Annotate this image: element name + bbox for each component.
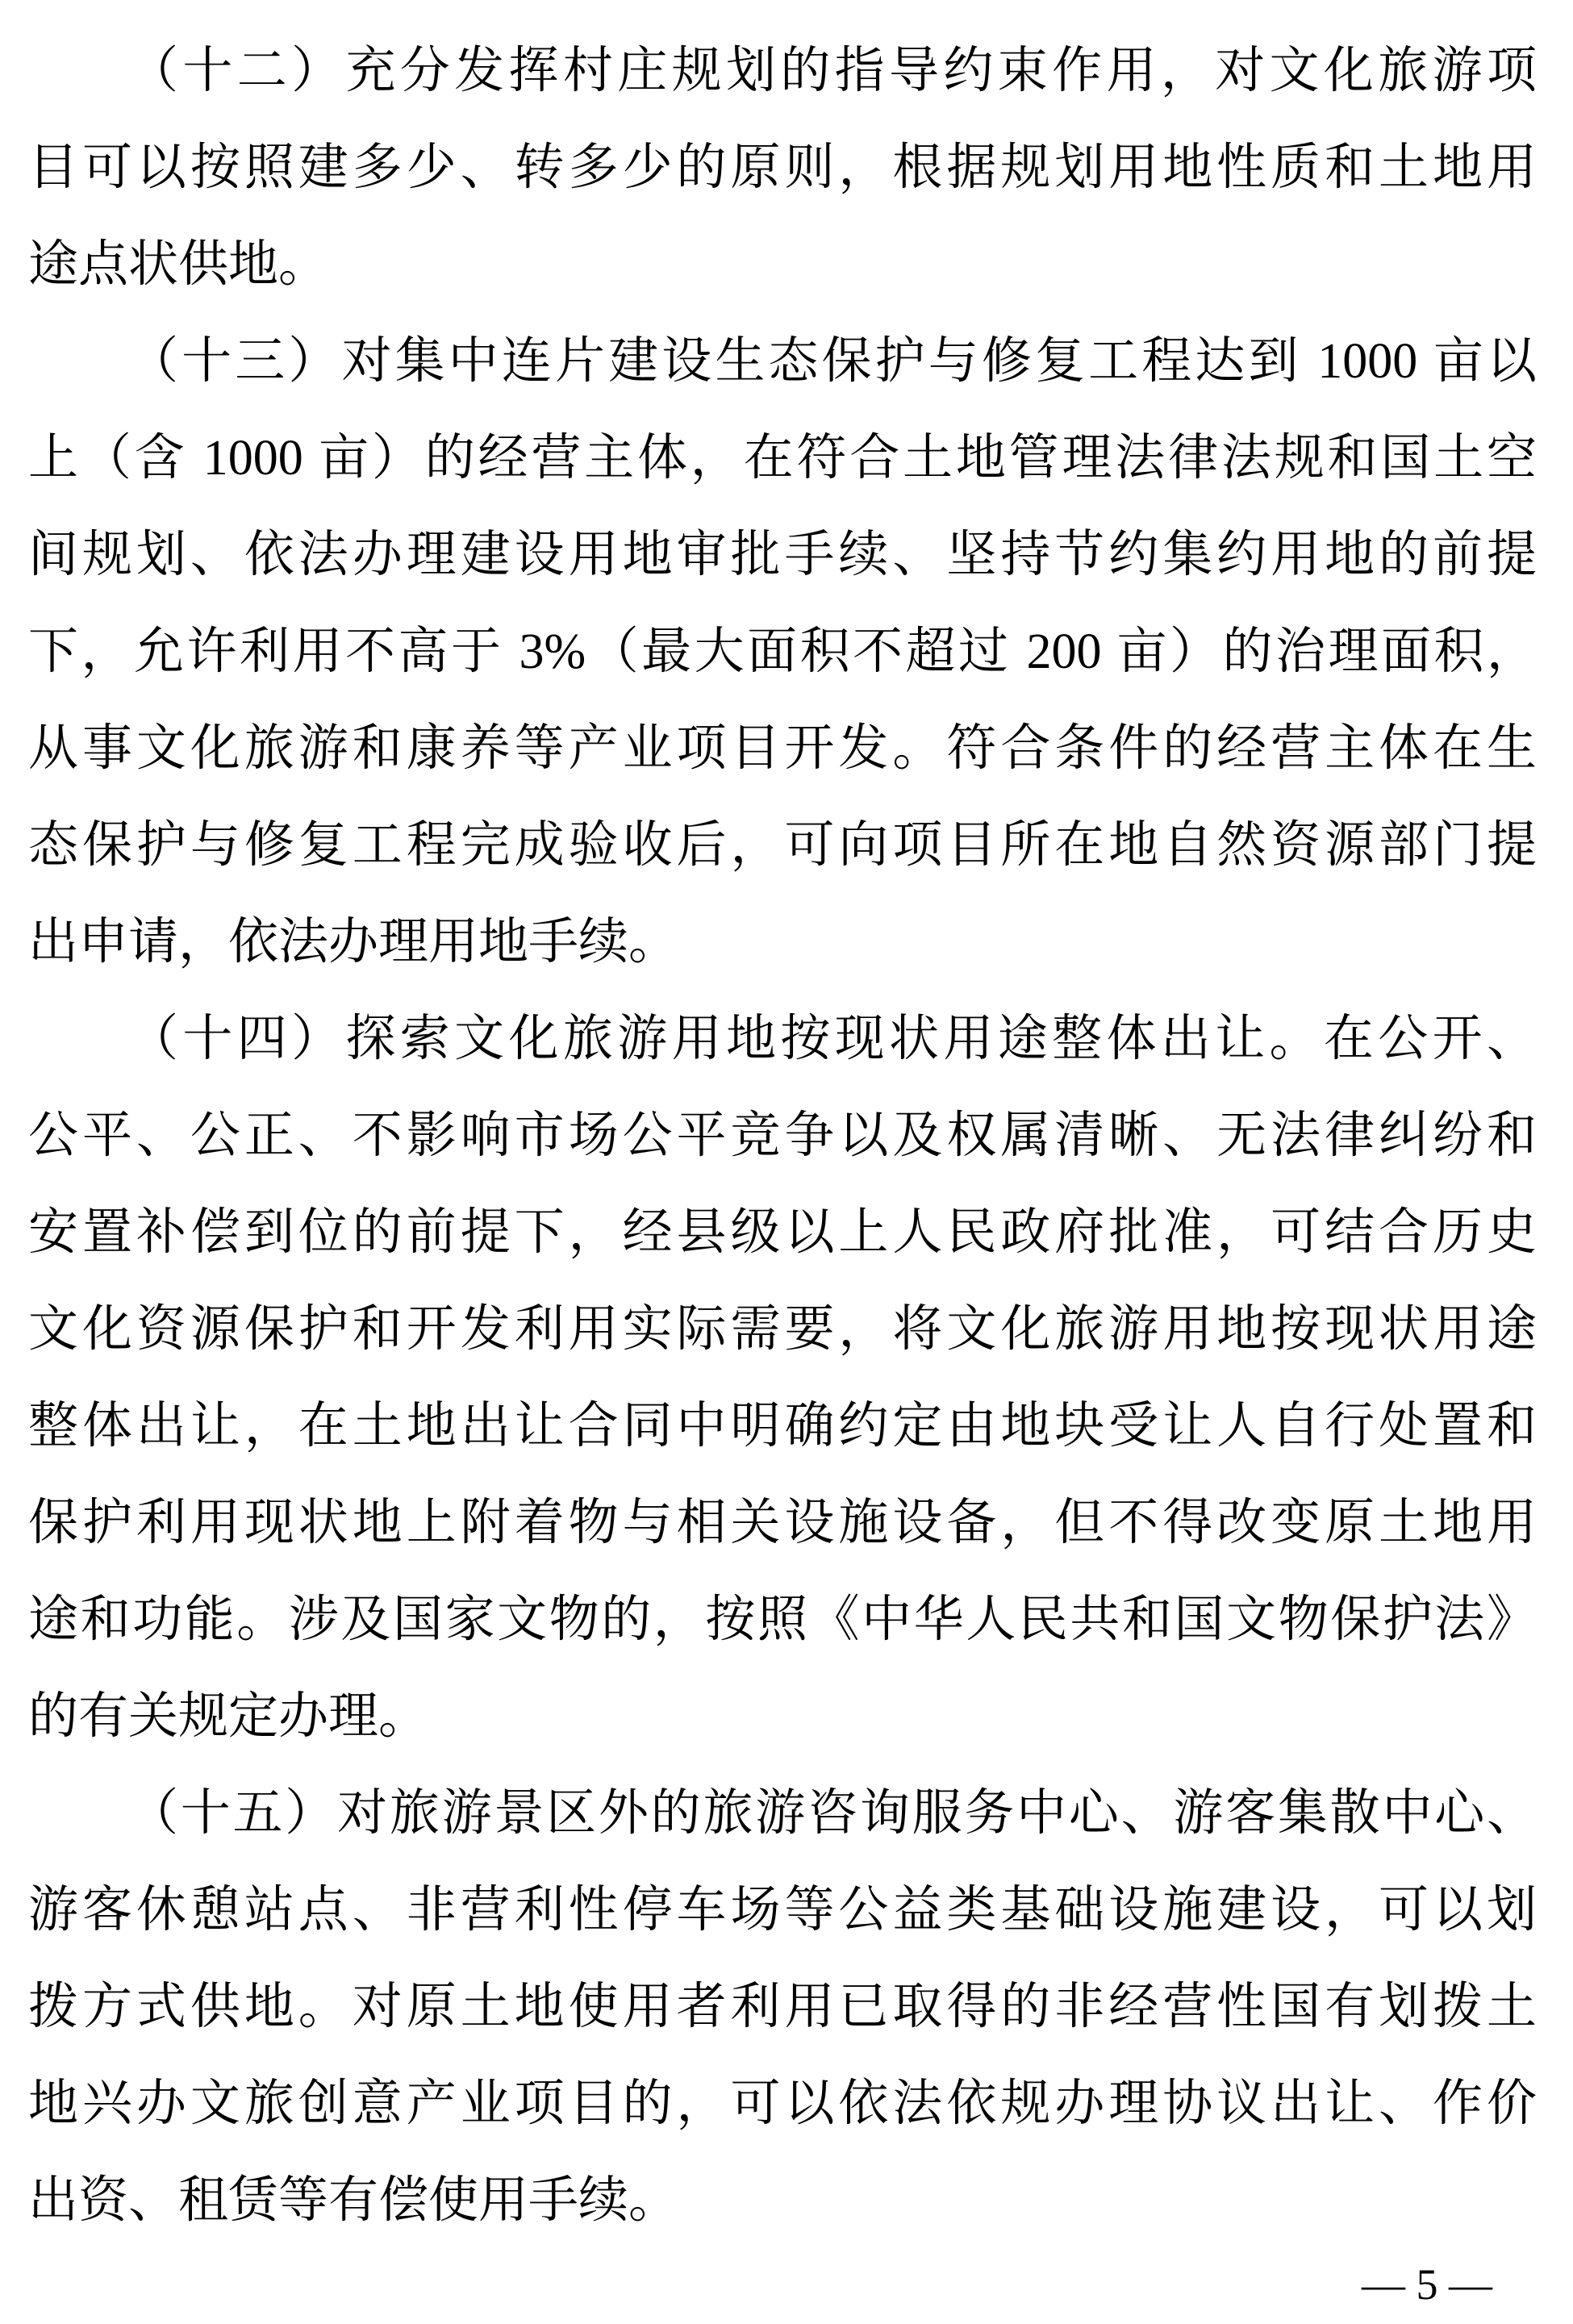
text-line: （十三）对集中连片建设生态保护与修复工程达到 1000 亩以 bbox=[128, 334, 1537, 389]
text-line: （十五）对旅游景区外的旅游咨询服务中心、游客集散中心、 bbox=[128, 1786, 1537, 1841]
paragraph-12 bbox=[28, 23, 1537, 313]
text-line: 从事文化旅游和康养等产业项目开发。符合条件的经营主体在生 bbox=[28, 721, 1537, 776]
text-line: 保护利用现状地上附着物与相关设施设备，但不得改变原土地用 bbox=[28, 1496, 1537, 1550]
text-line: 途点状供地。 bbox=[28, 237, 329, 292]
text-line: 安置补偿到位的前提下，经县级以上人民政府批准，可结合历史 bbox=[28, 1205, 1537, 1260]
text-line: 游客休憩站点、非营利性停车场等公益类基础设施建设，可以划 bbox=[28, 1883, 1537, 1938]
paragraph-13 bbox=[28, 313, 1537, 991]
page-number: — 5 — bbox=[1362, 2260, 1492, 2309]
text-line: 的有关规定办理。 bbox=[28, 1689, 429, 1744]
text-line: 出申请，依法办理用地手续。 bbox=[28, 915, 679, 970]
text-line: 公平、公正、不影响市场公平竞争以及权属清晰、无法律纠纷和 bbox=[28, 1108, 1537, 1163]
text-line: 间规划、依法办理建设用地审批手续、坚持节约集约用地的前提 bbox=[28, 528, 1537, 582]
text-line: 拨方式供地。对原土地使用者利用已取得的非经营性国有划拨土 bbox=[28, 1980, 1537, 2034]
text-line: 目可以按照建多少、转多少的原则，根据规划用地性质和土地用 bbox=[28, 140, 1537, 195]
paragraph-15 bbox=[28, 1765, 1537, 2249]
text-line: 文化资源保护和开发利用实际需要，将文化旅游用地按现状用途 bbox=[28, 1302, 1537, 1357]
text-line: （十二）充分发挥村庄规划的指导约束作用，对文化旅游项 bbox=[128, 44, 1537, 98]
text-line: （十四）探索文化旅游用地按现状用途整体出让。在公开、 bbox=[128, 1012, 1537, 1066]
text-line: 途和功能。涉及国家文物的，按照《中华人民共和国文物保护法》 bbox=[28, 1592, 1537, 1647]
text-line: 态保护与修复工程完成验收后，可向项目所在地自然资源部门提 bbox=[28, 818, 1537, 873]
text-line: 上（含 1000 亩）的经营主体，在符合土地管理法律法规和国土空 bbox=[28, 431, 1537, 486]
text-line: 出资、租赁等有偿使用手续。 bbox=[28, 2173, 679, 2228]
text-line: 整体出让，在土地出让合同中明确约定由地块受让人自行处置和 bbox=[28, 1399, 1537, 1454]
text-line: 下，允许利用不高于 3%（最大面积不超过 200 亩）的治理面积， bbox=[28, 624, 1537, 679]
paragraph-14 bbox=[28, 991, 1537, 1765]
text-line: 地兴办文旅创意产业项目的，可以依法依规办理协议出让、作价 bbox=[28, 2076, 1537, 2131]
